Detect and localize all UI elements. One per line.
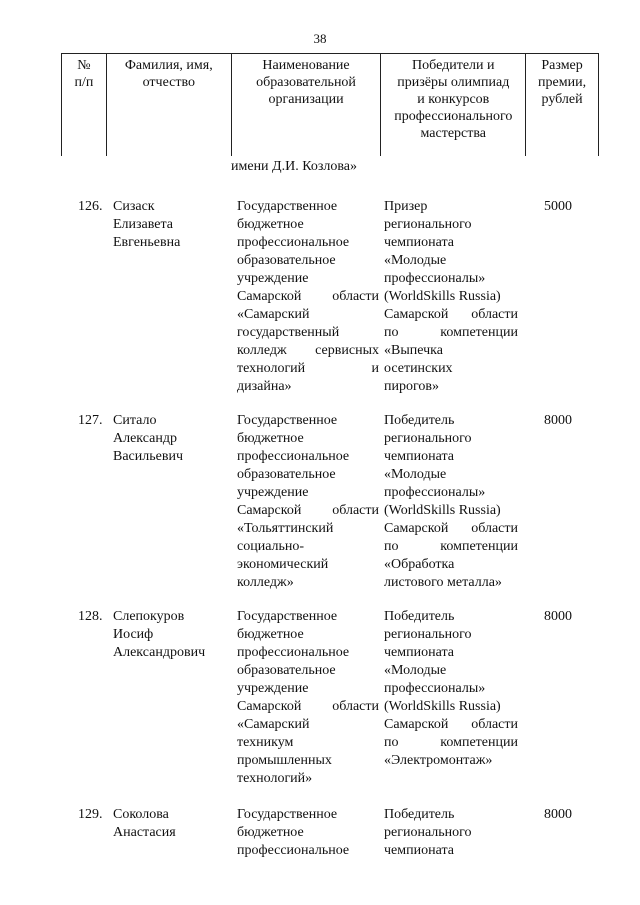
header-org: Наименование образовательной организации [232,54,382,156]
org-line: технологий» [237,771,313,786]
org-line: Самарской области [237,503,379,518]
full-name [113,412,231,466]
achievement-line: профессионалы» [384,271,486,286]
achievement-line: «Обработка [384,557,455,572]
org-line: техникум [237,735,294,750]
achievement-line: «Молодые [384,467,447,482]
prize-amount: 5000 [544,199,572,214]
achievement-line: Самарской области [384,717,518,732]
name-line: Александрович [113,645,206,660]
achievement-line: регионального [384,431,472,446]
achievement-line: пирогов» [384,379,439,394]
table-header [61,53,599,156]
org-line: профессиональное [237,645,350,660]
achievement-line: Победитель [384,807,455,822]
organization [237,806,379,860]
header-name: Фамилия, имя, отчество [107,54,232,156]
achievement-line: (WorldSkills Russia) [384,699,501,714]
row-number: 127. [78,413,103,428]
achievement-line: регионального [384,627,472,642]
org-line: дизайна» [237,379,292,394]
achievement-line: по компетенции [384,325,518,340]
achievement-line: чемпионата [384,449,454,464]
row-number: 129. [78,807,103,822]
org-line: экономический [237,557,329,572]
organization [237,608,379,788]
org-line: «Тольяттинский [237,521,334,536]
achievement-line: «Молодые [384,253,447,268]
org-line: Самарской области [237,289,379,304]
org-line: Государственное [237,199,338,214]
organization [237,198,379,396]
org-line: бюджетное [237,627,304,642]
org-line: Государственное [237,807,338,822]
prize-amount: 8000 [544,413,572,428]
org-line: учреждение [237,271,309,286]
org-line: промышленных [237,753,332,768]
org-line: профессиональное [237,235,350,250]
achievement-line: «Выпечка [384,343,443,358]
achievement-line: по компетенции [384,539,518,554]
prize-amount: 8000 [544,807,572,822]
org-line: Государственное [237,609,338,624]
org-line: образовательное [237,467,336,482]
achievement-line: чемпионата [384,235,454,250]
achievement [384,806,518,860]
org-line: «Самарский [237,307,310,322]
achievement-line: профессионалы» [384,485,486,500]
header-num: № п/п [62,54,107,156]
org-line: Государственное [237,413,338,428]
name-line: Васильевич [113,449,183,464]
achievement-line: «Электромонтаж» [384,753,493,768]
header-prize: Размер премии, рублей [526,54,599,156]
achievement-line: осетинских [384,361,453,376]
org-line: бюджетное [237,217,304,232]
achievement [384,412,518,592]
name-line: Евгеньевна [113,235,181,250]
org-line: колледж сервисных [237,343,379,358]
org-line: технологий и [237,361,379,376]
continuation-text: имени Д.И. Козлова» [231,159,358,174]
org-line: социально- [237,539,305,554]
org-line: образовательное [237,253,336,268]
achievement-line: (WorldSkills Russia) [384,289,501,304]
achievement-line: (WorldSkills Russia) [384,503,501,518]
achievement-line: по компетенции [384,735,518,750]
name-line: Иосиф [113,627,154,642]
row-number: 126. [78,199,103,214]
prize-amount: 8000 [544,609,572,624]
name-line: Александр [113,431,177,446]
achievement [384,198,518,396]
achievement-line: чемпионата [384,843,454,858]
name-line: Ситало [113,413,157,428]
row-number: 128. [78,609,103,624]
org-line: профессиональное [237,449,350,464]
achievement-line: регионального [384,825,472,840]
org-line: образовательное [237,663,336,678]
full-name [113,806,231,842]
achievement-line: Самарской области [384,521,518,536]
name-line: Елизавета [113,217,174,232]
achievement [384,608,518,770]
org-line: учреждение [237,485,309,500]
org-line: бюджетное [237,431,304,446]
achievement-line: листового металла» [384,575,502,590]
achievement-line: чемпионата [384,645,454,660]
name-line: Анастасия [113,825,176,840]
org-line: учреждение [237,681,309,696]
achievement-line: регионального [384,217,472,232]
org-line: государственный [237,325,340,340]
achievement-line: Победитель [384,609,455,624]
achievement-line: Победитель [384,413,455,428]
achievement-line: «Молодые [384,663,447,678]
org-line: колледж» [237,575,294,590]
organization [237,412,379,592]
org-line: профессиональное [237,843,350,858]
full-name [113,608,231,662]
header-winners: Победители и призёры олимпиад и конкурсов профессионального мастерства [381,54,526,156]
achievement-line: профессионалы» [384,681,486,696]
org-line: «Самарский [237,717,310,732]
name-line: Сизаск [113,199,155,214]
achievement-line: Призер [384,199,428,214]
name-line: Слепокуров [113,609,185,624]
page-number: 38 [313,31,327,46]
name-line: Соколова [113,807,169,822]
org-line: Самарской области [237,699,379,714]
org-line: бюджетное [237,825,304,840]
achievement-line: Самарской области [384,307,518,322]
full-name [113,198,231,252]
